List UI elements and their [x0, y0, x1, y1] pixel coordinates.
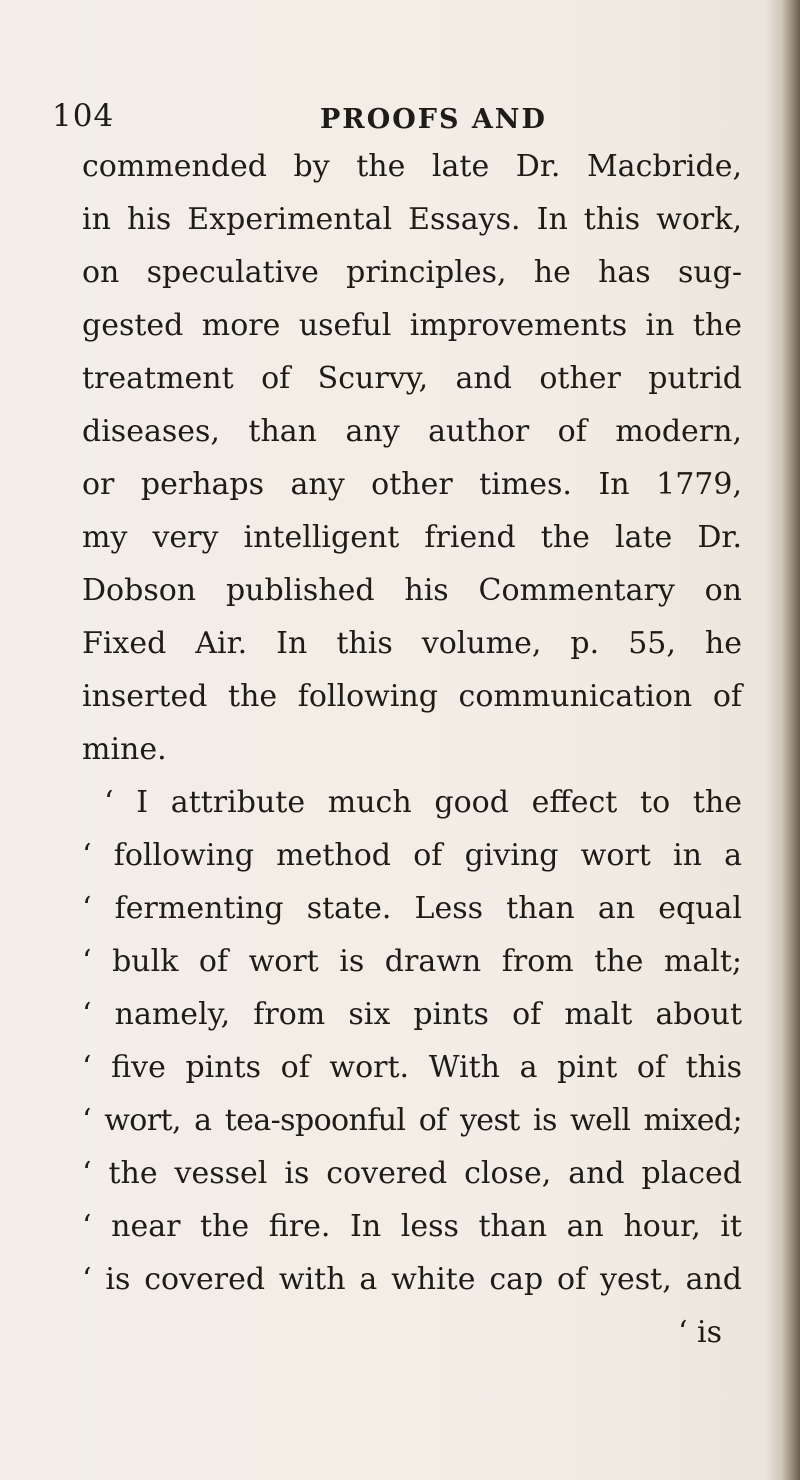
- quote-line: ‘ bulk of wort is drawn from the malt;: [82, 944, 742, 979]
- quote-line: ‘ I attribute much good effect to the: [104, 785, 742, 820]
- text-line: gested more useful improvements in the: [82, 308, 742, 343]
- body-text: [82, 140, 742, 1359]
- text-line: inserted the following communication of: [82, 679, 742, 714]
- quote-line: ‘ the vessel is covered close, and placed: [82, 1156, 742, 1191]
- page-number: 104: [52, 98, 115, 134]
- text-line: or perhaps any other times. In 1779,: [82, 467, 742, 502]
- quote-line: ‘ namely, from six pints of malt about: [82, 997, 742, 1032]
- text-line: my very intelligent friend the late Dr.: [82, 520, 742, 555]
- catchword: ‘ is: [677, 1315, 722, 1350]
- quote-line: ‘ five pints of wort. With a pint of this: [82, 1050, 742, 1085]
- quote-line: ‘ fermenting state. Less than an equal: [82, 891, 742, 926]
- running-head: PROOFS AND: [320, 104, 547, 135]
- text-line: Dobson published his Commentary on: [82, 573, 742, 608]
- text-line: Fixed Air. In this volume, p. 55, he: [82, 626, 742, 661]
- quote-line: ‘ is covered with a white cap of yest, and: [82, 1262, 742, 1297]
- page-gutter-shadow: [766, 0, 780, 1480]
- quote-line: ‘ following method of giving wort in a: [82, 838, 742, 873]
- text-line: mine.: [82, 732, 167, 767]
- text-line: commended by the late Dr. Macbride,: [82, 149, 742, 184]
- text-line: diseases, than any author of modern,: [82, 414, 742, 449]
- text-line: on speculative principles, he has sug-: [82, 255, 742, 290]
- text-line: in his Experimental Essays. In this work,: [82, 202, 742, 237]
- text-line: treatment of Scurvy, and other putrid: [82, 361, 742, 396]
- book-edge: [780, 0, 800, 1480]
- quote-line: ‘ wort, a tea-spoonful of yest is well mixed;: [82, 1103, 742, 1138]
- quote-line: ‘ near the fire. In less than an hour, it: [82, 1209, 742, 1244]
